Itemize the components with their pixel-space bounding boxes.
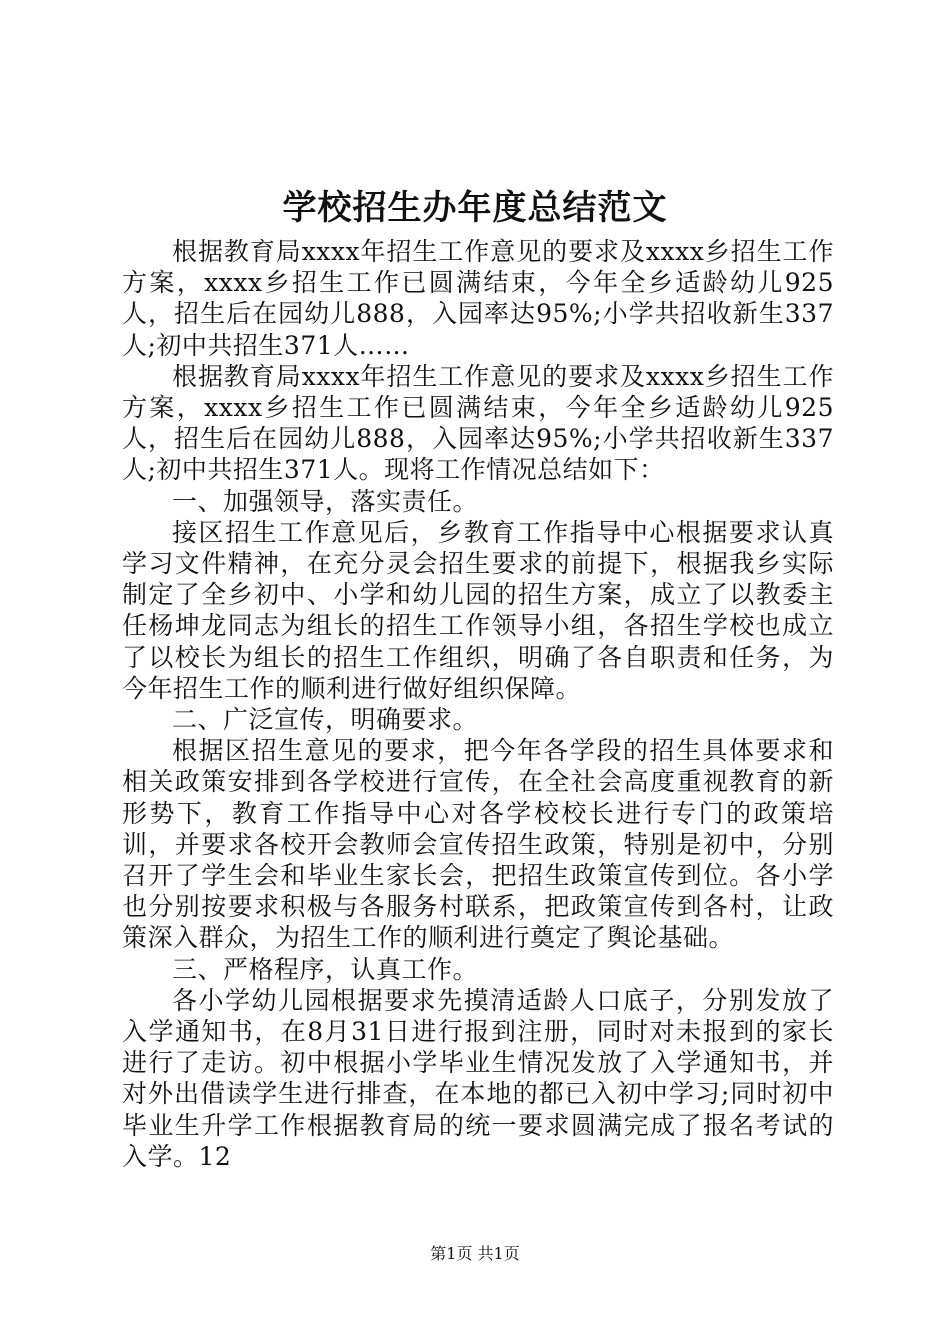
paragraph-intro-full: 根据教育局xxxx年招生工作意见的要求及xxxx乡招生工作方案，xxxx乡招生工作已圆满结束，今年全乡适龄幼儿925人，招生后在园幼儿888，入园率达95%;小学共招收新生337人;初中共招生371人。现将工作情况总结如下： xyxy=(122,361,834,485)
paragraph-section-1: 接区招生工作意见后，乡教育工作指导中心根据要求认真学习文件精神，在充分灵会招生要求的前提下，根据我乡实际制定了全乡初中、小学和幼儿园的招生方案，成立了以教委主任杨坤龙同志为组长的招生工作领导小组，各招生学校也成立了以校长为组长的招生工作组织，明确了各自职责和任务，为今年招生工作的顺利进行做好组织保障。 xyxy=(122,517,834,703)
document-body xyxy=(122,236,834,1172)
section-heading-2: 二、广泛宣传，明确要求。 xyxy=(172,705,479,735)
document-title: 学校招生办年度总结范文 xyxy=(282,188,668,228)
page-footer: 第1页 共1页 xyxy=(430,1244,520,1263)
paragraph-intro-summary: 根据教育局xxxx年招生工作意见的要求及xxxx乡招生工作方案，xxxx乡招生工作已圆满结束，今年全乡适龄幼儿925人，招生后在园幼儿888，入园率达95%;小学共招收新生337人;初中共招生371人…… xyxy=(122,237,834,360)
section-heading-1: 一、加强领导，落实责任。 xyxy=(172,486,479,516)
section-heading-3: 三、严格程序，认真工作。 xyxy=(172,954,479,984)
paragraph-section-2: 根据区招生意见的要求，把今年各学段的招生具体要求和相关政策安排到各学校进行宣传，在全社会高度重视教育的新形势下，教育工作指导中心对各学校校长进行专门的政策培训，并要求各校开会教师会宣传招生政策，特别是初中，分别召开了学生会和毕业生家长会，把招生政策宣传到位。各小学也分别按要求积极与各服务村联系，把政策宣传到各村，让政策深入群众，为招生工作的顺利进行奠定了舆论基础。 xyxy=(122,736,834,953)
paragraph-section-3: 各小学幼儿园根据要求先摸清适龄人口底子，分别发放了入学通知书，在8月31日进行报到注册，同时对未报到的家长进行了走访。初中根据小学毕业生情况发放了入学通知书，并对外出借读学生进行排查，在本地的都已入初中学习;同时初中毕业生升学工作根据教育局的统一要求圆满完成了报名考试的入学。12 xyxy=(122,985,834,1171)
